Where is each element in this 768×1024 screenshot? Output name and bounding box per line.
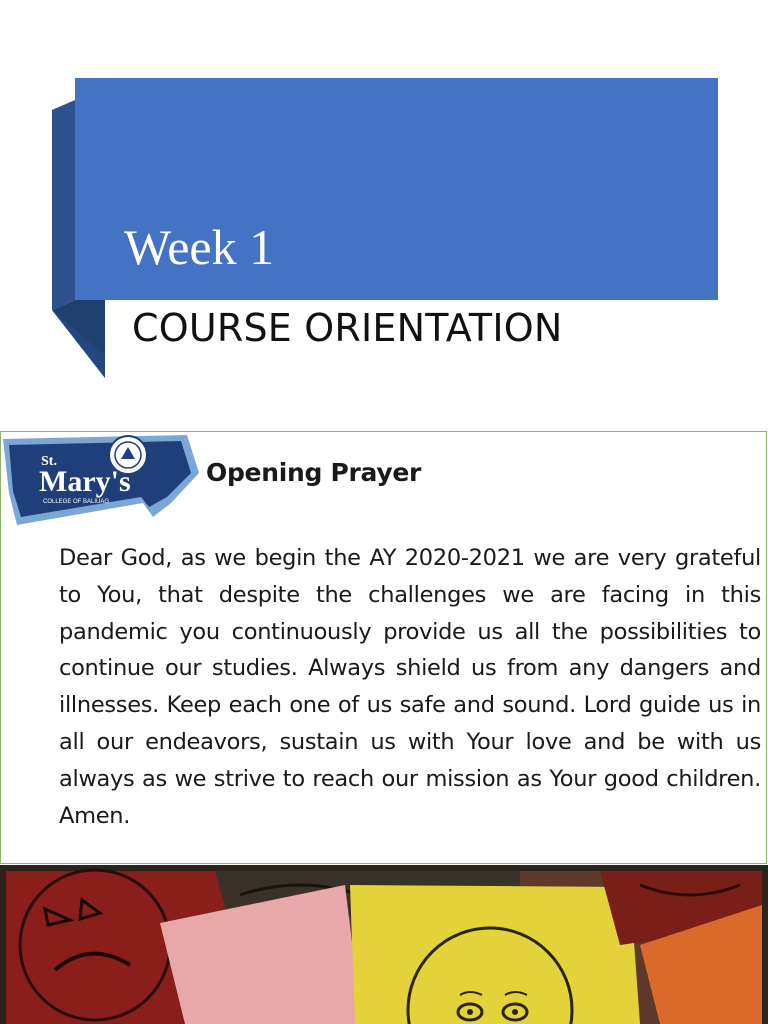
emotion-notes-image (0, 865, 768, 1024)
title-ribbon (0, 0, 768, 430)
logo-tagline: COLLEGE OF BALIUAG (43, 499, 110, 505)
emotions-slide (0, 865, 768, 1024)
prayer-heading: Opening Prayer (206, 458, 422, 487)
logo-text-main: Mary's (39, 465, 131, 498)
slide-subtitle: COURSE ORIENTATION (132, 306, 563, 350)
yellow-note (350, 885, 640, 1024)
logo-text-small: St. (41, 454, 57, 469)
prayer-slide (0, 431, 767, 864)
school-logo (3, 433, 199, 525)
slide-title: Week 1 (124, 219, 275, 275)
school-logo-graphic (3, 433, 199, 525)
prayer-body: Dear God, as we begin the AY 2020-2021 we are very grateful to You, that despite the challenges we are facing in this pandemic you continuously provide us all the possibilities to continue our studies. Always shield us from any dangers and illnesses. Keep each one of us safe and sound. Lord guide us in all our endeavors, sustain us with Your love and be with us always as we strive to reach our mission as Your good children. Amen. (59, 545, 761, 829)
ribbon-fold-left (52, 100, 75, 310)
title-slide (0, 0, 768, 430)
